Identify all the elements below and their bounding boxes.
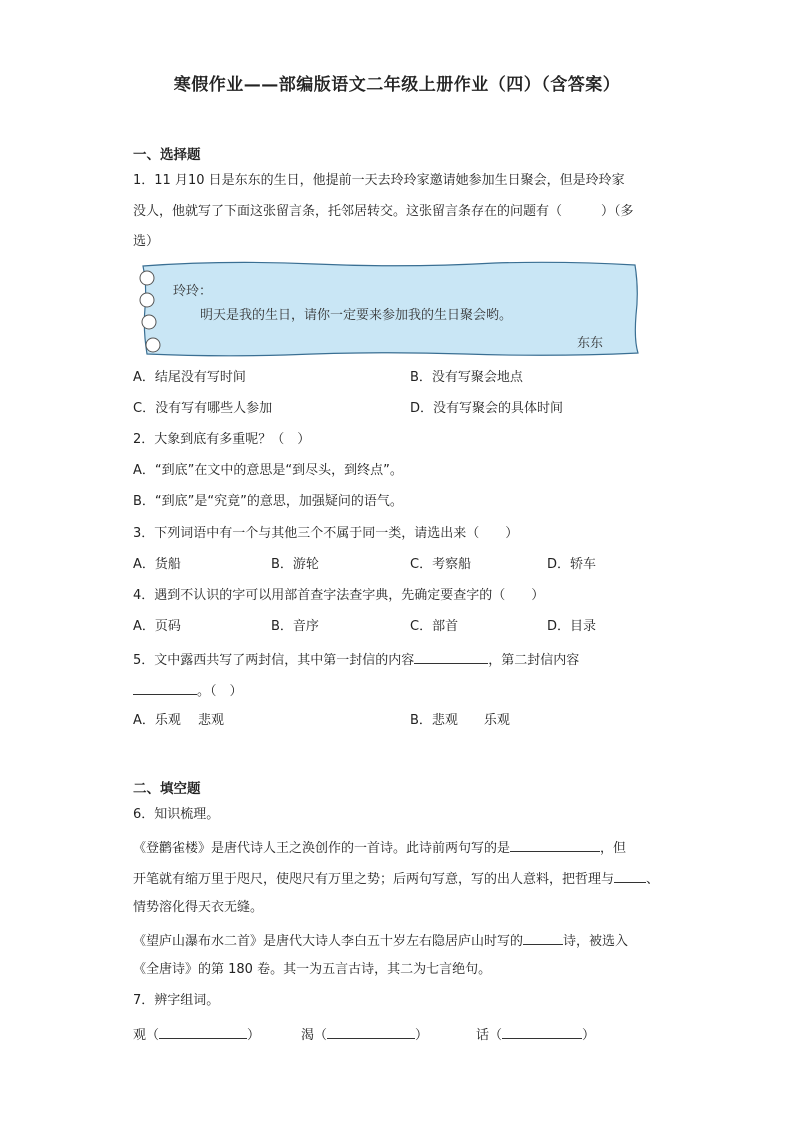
q6-text-e: 《望庐山瀑布水二首》是唐代大诗人李白五十岁左右隐居庐山时写的 [133, 934, 524, 949]
note-signature: 东东 [577, 336, 604, 351]
q7-blank-1[interactable] [159, 1024, 247, 1039]
q3-stem: 3．下列词语中有一个与其他三个不属于同一类，请选出来（ ） [133, 526, 519, 541]
section-heading-choice: 一、选择题 [133, 147, 201, 163]
q6-stem: 6．知识梳理。 [133, 807, 220, 822]
q2-option-b: B．“到底”是“究竟”的意思，加强疑问的语气。 [133, 494, 403, 509]
q6-blank-1[interactable] [510, 837, 600, 852]
section-heading-fill: 二、填空题 [133, 781, 201, 797]
q7-blank-3[interactable] [502, 1024, 582, 1039]
q7-word-1-close: ） [247, 1028, 261, 1043]
q6-para1-line1 [133, 837, 626, 858]
q7-word-2-label: 渴（ [301, 1028, 328, 1043]
q6-text-a: 《登鹳雀楼》是唐代诗人王之涣创作的一首诗。此诗前两句写的是 [133, 841, 511, 856]
page-title: 寒假作业——部编版语文二年级上册作业（四）（含答案） [173, 75, 621, 95]
q5-stem-text-a: 5．文中露西共写了两封信，其中第一封信的内容 [133, 653, 415, 668]
q6-text-b: ，但 [600, 841, 627, 856]
q3-option-c: C．考察船 [410, 557, 472, 572]
q7-word-2 [301, 1024, 428, 1045]
q1-option-d: D．没有写聚会的具体时间 [410, 401, 564, 416]
q6-para2-line1 [133, 930, 628, 951]
q7-word-1 [133, 1024, 260, 1045]
q6-text-c: 开笔就有缩万里于咫尺，使咫尺有万里之势；后两句写意，写的出人意料，把哲理与 [133, 872, 615, 887]
q5-stem-text-c: 。（ ） [197, 684, 243, 699]
note-salutation: 玲玲： [173, 284, 213, 299]
q1-option-b: B．没有写聚会地点 [410, 370, 523, 385]
q6-blank-3[interactable] [523, 930, 563, 945]
q4-option-a: A．页码 [133, 619, 181, 634]
q6-para2-line2: 《全唐诗》的第 180 卷。其一为五言古诗，其二为七言绝句。 [133, 962, 492, 977]
q1-stem-line1: 1．11 月10 日是东东的生日，他提前一天去玲玲家邀请她参加生日聚会，但是玲玲家 [133, 173, 625, 188]
q4-option-d: D．目录 [547, 619, 597, 634]
q1-option-a: A．结尾没有写时间 [133, 370, 246, 385]
q7-word-1-label: 观（ [133, 1028, 160, 1043]
q4-stem: 4．遇到不认识的字可以用部首查字法查字典，先确定要查字的（ ） [133, 588, 545, 603]
q5-stem-line1 [133, 649, 579, 670]
q4-option-c: C．部首 [410, 619, 459, 634]
q5-blank-2[interactable] [133, 680, 197, 695]
q6-blank-2[interactable] [614, 868, 646, 883]
q6-text-f: 诗，被选入 [563, 934, 629, 949]
q7-word-3 [476, 1024, 595, 1045]
q5-blank-1[interactable] [414, 649, 488, 664]
note-body: 明天是我的生日，请你一定要来参加我的生日聚会哟。 [200, 308, 513, 323]
q1-stem-line2: 没人，他就写了下面这张留言条，托邻居转交。这张留言条存在的问题有（ ）（多 [133, 204, 634, 219]
q4-option-b: B．音序 [271, 619, 319, 634]
q1-option-c: C．没有写有哪些人参加 [133, 401, 273, 416]
q7-word-3-label: 话（ [476, 1028, 503, 1043]
q3-option-a: A．货船 [133, 557, 181, 572]
q5-option-a: A．乐观 悲观 [133, 713, 225, 728]
q1-stem-line3: 选） [133, 234, 160, 249]
q6-para1-line2 [133, 868, 659, 889]
q7-stem: 7．辨字组词。 [133, 993, 220, 1008]
q6-para1-line3: 情势溶化得天衣无缝。 [133, 900, 264, 915]
q5-stem-text-b: ，第二封信内容 [488, 653, 580, 668]
q3-option-b: B．游轮 [271, 557, 319, 572]
q5-stem-line2 [133, 680, 243, 701]
message-note-image [135, 260, 640, 357]
q3-option-d: D．轿车 [547, 557, 597, 572]
q6-text-d: 、 [646, 872, 660, 887]
q7-word-3-close: ） [582, 1028, 596, 1043]
q2-option-a: A．“到底”在文中的意思是“到尽头，到终点”。 [133, 463, 403, 478]
q7-word-2-close: ） [415, 1028, 429, 1043]
q5-option-b: B．悲观 乐观 [410, 713, 510, 728]
q2-stem: 2．大象到底有多重呢？（ ） [133, 432, 311, 447]
q7-blank-2[interactable] [327, 1024, 415, 1039]
